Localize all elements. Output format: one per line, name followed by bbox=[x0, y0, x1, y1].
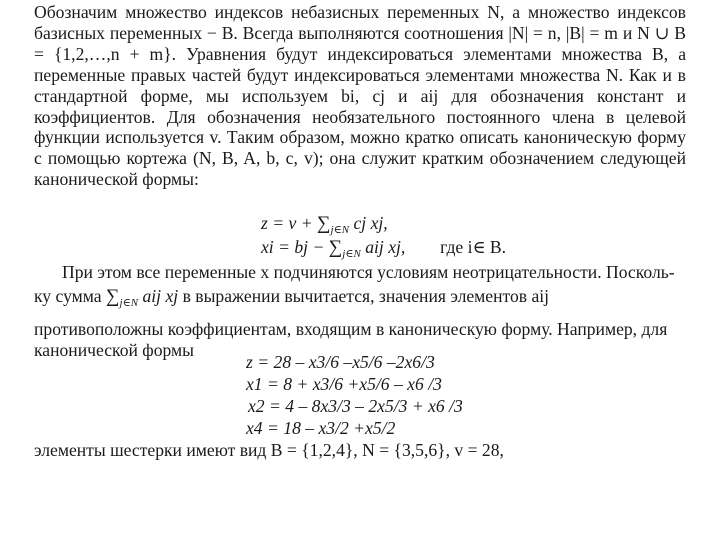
paragraph2-line2-start: ку сумма bbox=[34, 285, 106, 306]
sum-limit: j∈N bbox=[119, 296, 139, 309]
paragraph-nonnegativity bbox=[34, 262, 686, 361]
example-equation-x2: x2 = 4 – 8x3/3 – 2x5/3 + x6 /3 bbox=[248, 396, 463, 416]
paragraph2-line3: противоположны коэффициентам, входящим в каноническую форму. Например, для bbox=[34, 318, 668, 339]
sum-limit: j∈N bbox=[330, 224, 350, 236]
paragraph2-line1: При этом все переменные x подчиняются условиям неотрицательности. Посколь- bbox=[62, 262, 675, 282]
paragraph-canonical-form-definition: Обозначим множество индексов небазисных переменных N, а множество индексов базисных переменных − B. Всегда выполняются соотношения |N| = n, |B| = m и N ∪ B = {1,2,…,n + m}. Уравнения будут индексироваться элементами множества B, а переменные правых частей будут индексироваться элементами множества N. Как и в стандартной форме, мы используем bi, cj и aij для обозначения констант и коэффициентов. Для обозначения необязательного постоянного члена в целевой функции используется v. Таким образом, можно кратко описать каноническую форму с помощью кортежа (N, B, A, b, c, v); она служит кратким обозначением следующей канонической формы: bbox=[34, 2, 686, 190]
example-equation-z: z = 28 – x3/6 –x5/6 –2x6/3 bbox=[246, 352, 435, 372]
paragraph2-line2-end: в выражении вычитается, значения элементов aij bbox=[178, 285, 550, 306]
sum-symbol: ∑ bbox=[106, 285, 120, 307]
formula-constraints bbox=[261, 237, 506, 265]
example-equation-x4: x4 = 18 – x3/2 +x5/2 bbox=[246, 418, 396, 438]
example-equation-x1: x1 = 8 + x3/6 +x5/6 – x6 /3 bbox=[246, 374, 442, 394]
paragraph2-line4: канонической формы bbox=[34, 339, 194, 360]
sum-symbol: ∑ bbox=[317, 213, 331, 234]
formula-objective-term: cj xj, bbox=[353, 213, 388, 233]
formula-where-clause: где i∈ B. bbox=[440, 237, 507, 257]
formula-objective-lhs: z = ν + bbox=[261, 213, 317, 233]
formula-constraint-lhs: xi = bj − bbox=[261, 237, 329, 257]
sum-limit: j∈N bbox=[342, 248, 361, 260]
closing-line: элементы шестерки имеют вид B = {1,2,4}, N = {3,5,6}, v = 28, bbox=[34, 440, 504, 460]
sum-symbol: ∑ bbox=[328, 237, 343, 258]
paragraph2-sum-term: aij xj bbox=[142, 285, 179, 306]
formula-constraint-term: aij xj, bbox=[365, 237, 406, 257]
